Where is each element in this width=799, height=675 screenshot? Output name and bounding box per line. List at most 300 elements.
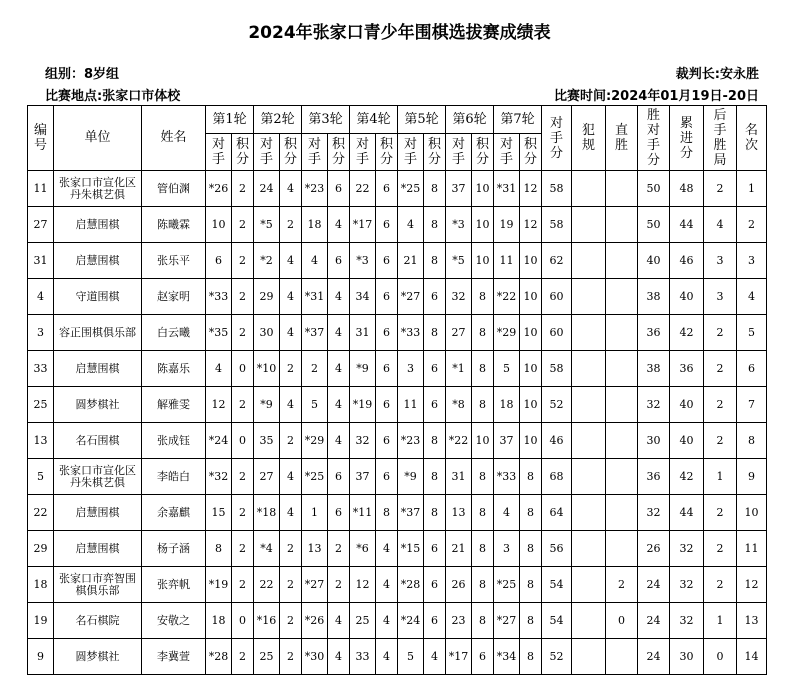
foul (572, 387, 606, 423)
direct-win (606, 279, 638, 315)
round-opponent: 5 (494, 351, 520, 387)
round-opponent: 12 (350, 567, 376, 603)
rank: 14 (737, 639, 767, 675)
chief-referee-label: 裁判长:安永胜 (675, 67, 759, 82)
round-points: 6 (376, 423, 398, 459)
round-points: 6 (328, 243, 350, 279)
player-number: 9 (28, 639, 54, 675)
foul (572, 171, 606, 207)
foul (572, 567, 606, 603)
player-name: 赵家明 (142, 279, 206, 315)
round-opponent: 19 (494, 207, 520, 243)
header-points: 积分 (280, 134, 302, 171)
round-opponent: *28 (206, 639, 232, 675)
round-points: 6 (424, 603, 446, 639)
table-row (28, 243, 767, 279)
player-number: 19 (28, 603, 54, 639)
header-opponent: 对手 (446, 134, 472, 171)
beaten-opponent-score: 40 (638, 243, 670, 279)
opponent-score: 62 (542, 243, 572, 279)
header-points: 积分 (520, 134, 542, 171)
round-points: 8 (520, 603, 542, 639)
round-points: 4 (328, 351, 350, 387)
round-opponent: 27 (446, 315, 472, 351)
header-opponent: 对手 (494, 134, 520, 171)
player-unit: 名石棋院 (54, 603, 142, 639)
round-points: 4 (328, 639, 350, 675)
player-unit: 启慧围棋 (54, 243, 142, 279)
cumulative-score: 40 (670, 423, 704, 459)
table-row (28, 531, 767, 567)
round-opponent: 30 (254, 315, 280, 351)
round-points: 2 (232, 279, 254, 315)
round-points: 8 (520, 639, 542, 675)
opponent-score: 68 (542, 459, 572, 495)
round-opponent: *31 (494, 171, 520, 207)
player-unit: 张家口市弈智围棋俱乐部 (54, 567, 142, 603)
opponent-score: 54 (542, 603, 572, 639)
round-opponent: 4 (206, 351, 232, 387)
header-opponent: 对手 (254, 134, 280, 171)
round-points: 4 (280, 387, 302, 423)
round-points: 4 (280, 315, 302, 351)
round-points: 2 (280, 207, 302, 243)
cumulative-score: 42 (670, 459, 704, 495)
rank: 9 (737, 459, 767, 495)
player-unit: 启慧围棋 (54, 495, 142, 531)
round-points: 12 (520, 171, 542, 207)
table-row (28, 567, 767, 603)
round-points: 6 (424, 387, 446, 423)
round-points: 4 (328, 279, 350, 315)
opponent-score: 56 (542, 531, 572, 567)
beaten-opponent-score: 24 (638, 603, 670, 639)
foul (572, 351, 606, 387)
round-opponent: 3 (494, 531, 520, 567)
round-opponent: *26 (206, 171, 232, 207)
round-opponent: *17 (446, 639, 472, 675)
round-opponent: 27 (254, 459, 280, 495)
rank: 1 (737, 171, 767, 207)
round-opponent: *33 (398, 315, 424, 351)
round-opponent: 26 (446, 567, 472, 603)
player-number: 31 (28, 243, 54, 279)
player-unit: 启慧围棋 (54, 531, 142, 567)
round-opponent: 35 (254, 423, 280, 459)
round-points: 8 (472, 459, 494, 495)
rank: 7 (737, 387, 767, 423)
cumulative-score: 36 (670, 351, 704, 387)
round-points: 2 (280, 531, 302, 567)
round-points: 2 (232, 171, 254, 207)
round-points: 6 (376, 279, 398, 315)
round-points: 4 (328, 387, 350, 423)
header-points: 积分 (472, 134, 494, 171)
date-label: 比赛时间:2024年01月19日-20日 (553, 89, 759, 104)
direct-win (606, 423, 638, 459)
round-points: 10 (520, 279, 542, 315)
round-points: 4 (280, 495, 302, 531)
round-points: 8 (520, 459, 542, 495)
header-opponent: 对手 (206, 134, 232, 171)
foul (572, 243, 606, 279)
round-opponent: *2 (254, 243, 280, 279)
round-points: 6 (472, 639, 494, 675)
results-table (27, 105, 767, 675)
cumulative-score: 32 (670, 603, 704, 639)
round-opponent: *30 (302, 639, 328, 675)
cumulative-score: 32 (670, 531, 704, 567)
opponent-score: 60 (542, 315, 572, 351)
header-beaten-opponent-score: 胜对手分 (638, 106, 670, 171)
foul (572, 603, 606, 639)
beaten-opponent-score: 38 (638, 279, 670, 315)
player-name: 白云曦 (142, 315, 206, 351)
round-opponent: 4 (398, 207, 424, 243)
foul (572, 207, 606, 243)
round-points: 2 (232, 315, 254, 351)
rank: 12 (737, 567, 767, 603)
header-direct-win: 直胜 (606, 106, 638, 171)
round-points: 8 (424, 459, 446, 495)
cumulative-score: 44 (670, 495, 704, 531)
round-opponent: *37 (398, 495, 424, 531)
direct-win: 0 (606, 603, 638, 639)
round-opponent: *29 (302, 423, 328, 459)
round-points: 4 (280, 171, 302, 207)
round-points: 2 (280, 567, 302, 603)
player-unit: 容正围棋俱乐部 (54, 315, 142, 351)
round-points: 10 (520, 351, 542, 387)
round-opponent: *33 (206, 279, 232, 315)
player-name: 张弈帆 (142, 567, 206, 603)
round-opponent: 6 (206, 243, 232, 279)
player-number: 13 (28, 423, 54, 459)
round-opponent: 22 (350, 171, 376, 207)
player-unit: 启慧围棋 (54, 207, 142, 243)
black-wins: 0 (704, 639, 737, 675)
beaten-opponent-score: 36 (638, 315, 670, 351)
round-opponent: *1 (446, 351, 472, 387)
cumulative-score: 48 (670, 171, 704, 207)
round-opponent: 18 (302, 207, 328, 243)
round-opponent: *32 (206, 459, 232, 495)
round-points: 6 (424, 531, 446, 567)
beaten-opponent-score: 36 (638, 459, 670, 495)
header-opponent-score: 对手分 (542, 106, 572, 171)
player-unit: 张家口市宣化区丹朱棋艺俱 (54, 459, 142, 495)
player-name: 解雅雯 (142, 387, 206, 423)
opponent-score: 58 (542, 207, 572, 243)
header-name: 姓名 (142, 106, 206, 171)
round-points: 6 (328, 459, 350, 495)
round-opponent: 5 (302, 387, 328, 423)
round-points: 12 (520, 207, 542, 243)
header-round-1: 第1轮 (206, 106, 254, 134)
foul (572, 531, 606, 567)
direct-win (606, 243, 638, 279)
direct-win (606, 387, 638, 423)
direct-win: 2 (606, 567, 638, 603)
direct-win (606, 531, 638, 567)
player-name: 安敬之 (142, 603, 206, 639)
round-opponent: 31 (350, 315, 376, 351)
round-opponent: 18 (206, 603, 232, 639)
round-opponent: 13 (302, 531, 328, 567)
rank: 4 (737, 279, 767, 315)
header-opponent: 对手 (398, 134, 424, 171)
table-row (28, 171, 767, 207)
round-opponent: *27 (302, 567, 328, 603)
round-points: 4 (280, 279, 302, 315)
header-points: 积分 (424, 134, 446, 171)
round-points: 6 (376, 351, 398, 387)
header-opponent: 对手 (302, 134, 328, 171)
direct-win (606, 495, 638, 531)
round-opponent: *4 (254, 531, 280, 567)
black-wins: 2 (704, 495, 737, 531)
player-name: 陈曦霖 (142, 207, 206, 243)
player-unit: 守道围棋 (54, 279, 142, 315)
round-points: 8 (376, 495, 398, 531)
round-points: 6 (376, 171, 398, 207)
round-points: 4 (280, 459, 302, 495)
round-opponent: *3 (350, 243, 376, 279)
beaten-opponent-score: 50 (638, 207, 670, 243)
round-points: 2 (280, 603, 302, 639)
round-points: 4 (328, 207, 350, 243)
opponent-score: 52 (542, 639, 572, 675)
round-points: 8 (472, 315, 494, 351)
round-opponent: 21 (446, 531, 472, 567)
player-unit: 圆梦棋社 (54, 639, 142, 675)
black-wins: 3 (704, 279, 737, 315)
round-opponent: 32 (446, 279, 472, 315)
round-opponent: 13 (446, 495, 472, 531)
round-points: 8 (424, 423, 446, 459)
round-points: 4 (376, 603, 398, 639)
opponent-score: 58 (542, 171, 572, 207)
player-name: 余嘉麒 (142, 495, 206, 531)
header-rank: 名次 (737, 106, 767, 171)
player-number: 4 (28, 279, 54, 315)
round-opponent: 8 (206, 531, 232, 567)
round-opponent: *25 (494, 567, 520, 603)
beaten-opponent-score: 24 (638, 567, 670, 603)
black-wins: 3 (704, 243, 737, 279)
beaten-opponent-score: 24 (638, 639, 670, 675)
round-points: 2 (328, 567, 350, 603)
player-unit: 圆梦棋社 (54, 387, 142, 423)
player-number: 33 (28, 351, 54, 387)
round-opponent: 25 (254, 639, 280, 675)
round-points: 8 (472, 531, 494, 567)
round-points: 2 (232, 207, 254, 243)
round-opponent: *37 (302, 315, 328, 351)
table-row (28, 207, 767, 243)
round-points: 0 (232, 603, 254, 639)
round-points: 10 (520, 315, 542, 351)
player-number: 5 (28, 459, 54, 495)
table-row (28, 351, 767, 387)
round-points: 8 (472, 351, 494, 387)
table-row (28, 423, 767, 459)
beaten-opponent-score: 32 (638, 387, 670, 423)
beaten-opponent-score: 50 (638, 171, 670, 207)
player-name: 张成钰 (142, 423, 206, 459)
round-points: 4 (424, 639, 446, 675)
round-points: 10 (472, 207, 494, 243)
table-row (28, 603, 767, 639)
round-opponent: 12 (206, 387, 232, 423)
round-points: 2 (280, 639, 302, 675)
round-opponent: *11 (350, 495, 376, 531)
round-points: 2 (232, 387, 254, 423)
round-points: 6 (376, 315, 398, 351)
cumulative-score: 46 (670, 243, 704, 279)
cumulative-score: 44 (670, 207, 704, 243)
rank: 3 (737, 243, 767, 279)
header-black-wins: 后手胜局 (704, 106, 737, 171)
cumulative-score: 40 (670, 279, 704, 315)
round-points: 8 (472, 279, 494, 315)
round-opponent: *31 (302, 279, 328, 315)
round-opponent: *23 (398, 423, 424, 459)
round-points: 2 (232, 495, 254, 531)
round-opponent: 23 (446, 603, 472, 639)
round-points: 6 (424, 567, 446, 603)
black-wins: 2 (704, 387, 737, 423)
round-opponent: *25 (398, 171, 424, 207)
opponent-score: 60 (542, 279, 572, 315)
round-opponent: *9 (254, 387, 280, 423)
round-opponent: *17 (350, 207, 376, 243)
round-points: 6 (328, 171, 350, 207)
round-opponent: 22 (254, 567, 280, 603)
player-unit: 启慧围棋 (54, 351, 142, 387)
round-opponent: *5 (254, 207, 280, 243)
table-row (28, 459, 767, 495)
round-opponent: 24 (254, 171, 280, 207)
round-points: 8 (424, 315, 446, 351)
rank: 2 (737, 207, 767, 243)
round-opponent: 11 (494, 243, 520, 279)
cumulative-score: 40 (670, 387, 704, 423)
round-points: 4 (280, 243, 302, 279)
header-round-6: 第6轮 (446, 106, 494, 134)
round-opponent: 5 (398, 639, 424, 675)
direct-win (606, 351, 638, 387)
round-opponent: 37 (350, 459, 376, 495)
round-points: 8 (424, 243, 446, 279)
round-points: 10 (472, 171, 494, 207)
direct-win (606, 315, 638, 351)
round-points: 10 (520, 423, 542, 459)
round-opponent: 1 (302, 495, 328, 531)
rank: 13 (737, 603, 767, 639)
round-opponent: *6 (350, 531, 376, 567)
round-opponent: *5 (446, 243, 472, 279)
player-name: 李皓白 (142, 459, 206, 495)
page-title: 2024年张家口青少年围棋选拔赛成绩表 (248, 23, 551, 43)
round-opponent: *19 (206, 567, 232, 603)
foul (572, 639, 606, 675)
direct-win (606, 207, 638, 243)
round-points: 6 (424, 279, 446, 315)
round-opponent: *27 (494, 603, 520, 639)
round-points: 10 (520, 243, 542, 279)
beaten-opponent-score: 38 (638, 351, 670, 387)
round-points: 8 (472, 495, 494, 531)
header-round-4: 第4轮 (350, 106, 398, 134)
header-unit: 单位 (54, 106, 142, 171)
opponent-score: 58 (542, 351, 572, 387)
round-opponent: 15 (206, 495, 232, 531)
round-opponent: *29 (494, 315, 520, 351)
table-row (28, 639, 767, 675)
round-points: 8 (472, 567, 494, 603)
round-opponent: 25 (350, 603, 376, 639)
round-points: 10 (520, 387, 542, 423)
header-no: 编号 (28, 106, 54, 171)
player-number: 27 (28, 207, 54, 243)
black-wins: 2 (704, 351, 737, 387)
opponent-score: 64 (542, 495, 572, 531)
table-row (28, 387, 767, 423)
black-wins: 2 (704, 423, 737, 459)
round-points: 6 (328, 495, 350, 531)
foul (572, 279, 606, 315)
black-wins: 2 (704, 567, 737, 603)
beaten-opponent-score: 26 (638, 531, 670, 567)
round-opponent: *19 (350, 387, 376, 423)
round-points: 8 (520, 567, 542, 603)
player-name: 管伯渊 (142, 171, 206, 207)
header-opponent: 对手 (350, 134, 376, 171)
foul (572, 423, 606, 459)
round-points: 2 (232, 567, 254, 603)
round-opponent: 37 (494, 423, 520, 459)
round-opponent: 4 (302, 243, 328, 279)
round-opponent: *35 (206, 315, 232, 351)
round-points: 2 (280, 351, 302, 387)
round-points: 6 (376, 387, 398, 423)
round-opponent: 3 (398, 351, 424, 387)
round-points: 6 (376, 207, 398, 243)
round-points: 2 (328, 531, 350, 567)
player-name: 杨子涵 (142, 531, 206, 567)
round-opponent: 10 (206, 207, 232, 243)
round-points: 8 (472, 603, 494, 639)
round-opponent: 37 (446, 171, 472, 207)
round-opponent: *16 (254, 603, 280, 639)
results-body (28, 171, 767, 675)
player-unit: 名石围棋 (54, 423, 142, 459)
round-opponent: 33 (350, 639, 376, 675)
opponent-score: 54 (542, 567, 572, 603)
round-opponent: 18 (494, 387, 520, 423)
table-row (28, 279, 767, 315)
round-opponent: *3 (446, 207, 472, 243)
opponent-score: 46 (542, 423, 572, 459)
round-points: 8 (520, 495, 542, 531)
player-number: 3 (28, 315, 54, 351)
round-points: 6 (424, 351, 446, 387)
round-opponent: 2 (302, 351, 328, 387)
round-points: 0 (232, 351, 254, 387)
round-points: 8 (472, 387, 494, 423)
header-foul: 犯规 (572, 106, 606, 171)
